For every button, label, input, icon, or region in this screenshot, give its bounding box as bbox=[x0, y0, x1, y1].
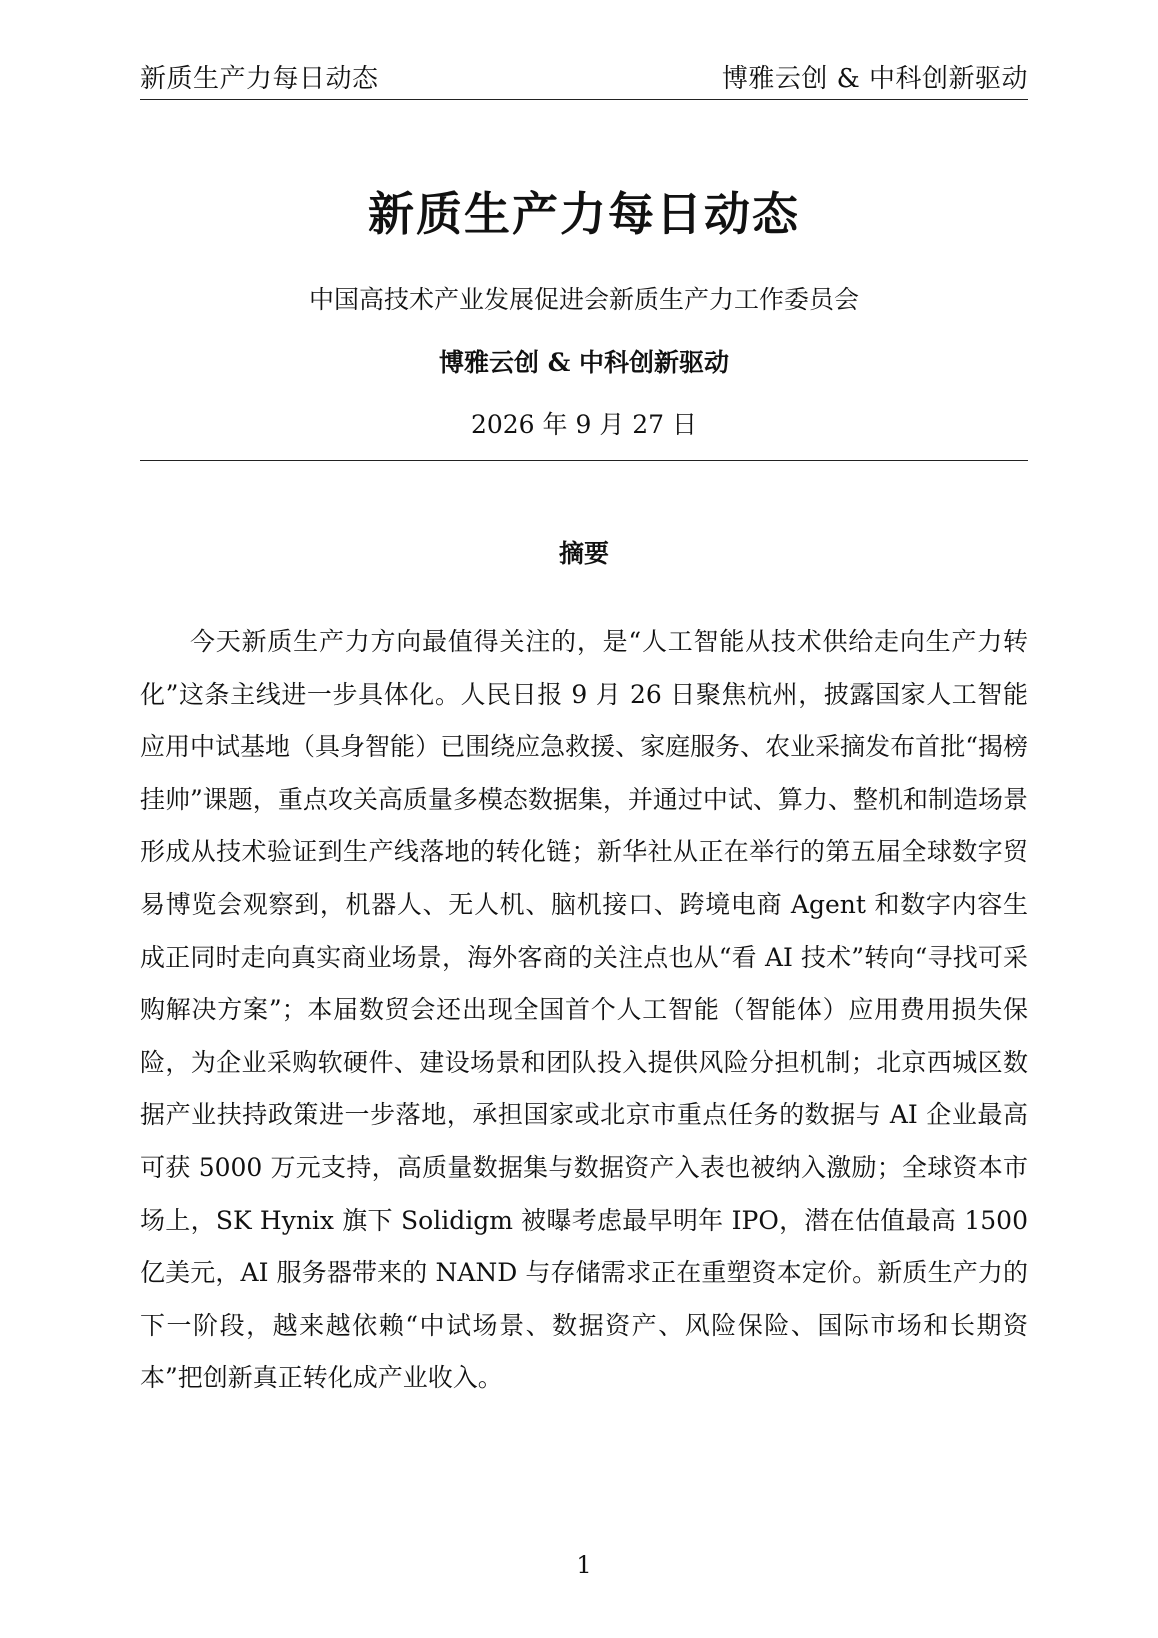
document-authors: 博雅云创 & 中科创新驱动 bbox=[439, 348, 729, 377]
abstract-heading: 摘要 bbox=[558, 539, 609, 568]
document-title: 新质生产力每日动态 bbox=[368, 187, 800, 241]
abstract-body: 今天新质生产力方向最值得关注的，是“人工智能从技术供给走向生产力转化”这条主线进一步具体化。人民日报 9 月 26 日聚焦杭州，披露国家人工智能应用中试基地（具身智能）已围绕应急救援、家庭服务、农业采摘发布首批“揭榜挂帅”课题，重点攻关高质量多模态数据集，并通过中试、算力、整机和制造场景形成从技术验证到生产线落地的转化链；新华社从正在举行的第五届全球数字贸易博览会观察到，机器人、无人机、脑机接口、跨境电商 Agent 和数字内容生成正同时走向真实商业场景，海外客商的关注点也从“看 AI 技术”转向“寻找可采购解决方案”；本届数贸会还出现全国首个人工智能（智能体）应用费用损失保险，为企业采购软硬件、建设场景和团队投入提供风险分担机制；北京西城区数据产业扶持政策进一步落地，承担国家或北京市重点任务的数据与 AI 企业最高可获 5000 万元支持，高质量数据集与数据资产入表也被纳入激励；全球资本市场上，SK Hynix 旗下 Solidigm 被曝考虑最早明年 IPO，潜在估值最高 1500 亿美元，AI 服务器带来的 NAND 与存储需求正在重塑资本定价。新质生产力的下一阶段，越来越依赖“中试场景、数据资产、风险保险、国际市场和长期资本”把创新真正转化成产业收入。 bbox=[140, 627, 1028, 1393]
title-divider bbox=[140, 460, 1028, 461]
document-date: 2026 年 9 月 27 日 bbox=[470, 410, 698, 439]
page-number: 1 bbox=[576, 1551, 592, 1579]
running-header-left: 新质生产力每日动态 bbox=[140, 64, 379, 94]
document-organization: 中国高技术产业发展促进会新质生产力工作委员会 bbox=[308, 285, 859, 314]
running-header-right: 博雅云创 & 中科创新驱动 bbox=[721, 64, 1028, 94]
running-header bbox=[140, 56, 1028, 100]
